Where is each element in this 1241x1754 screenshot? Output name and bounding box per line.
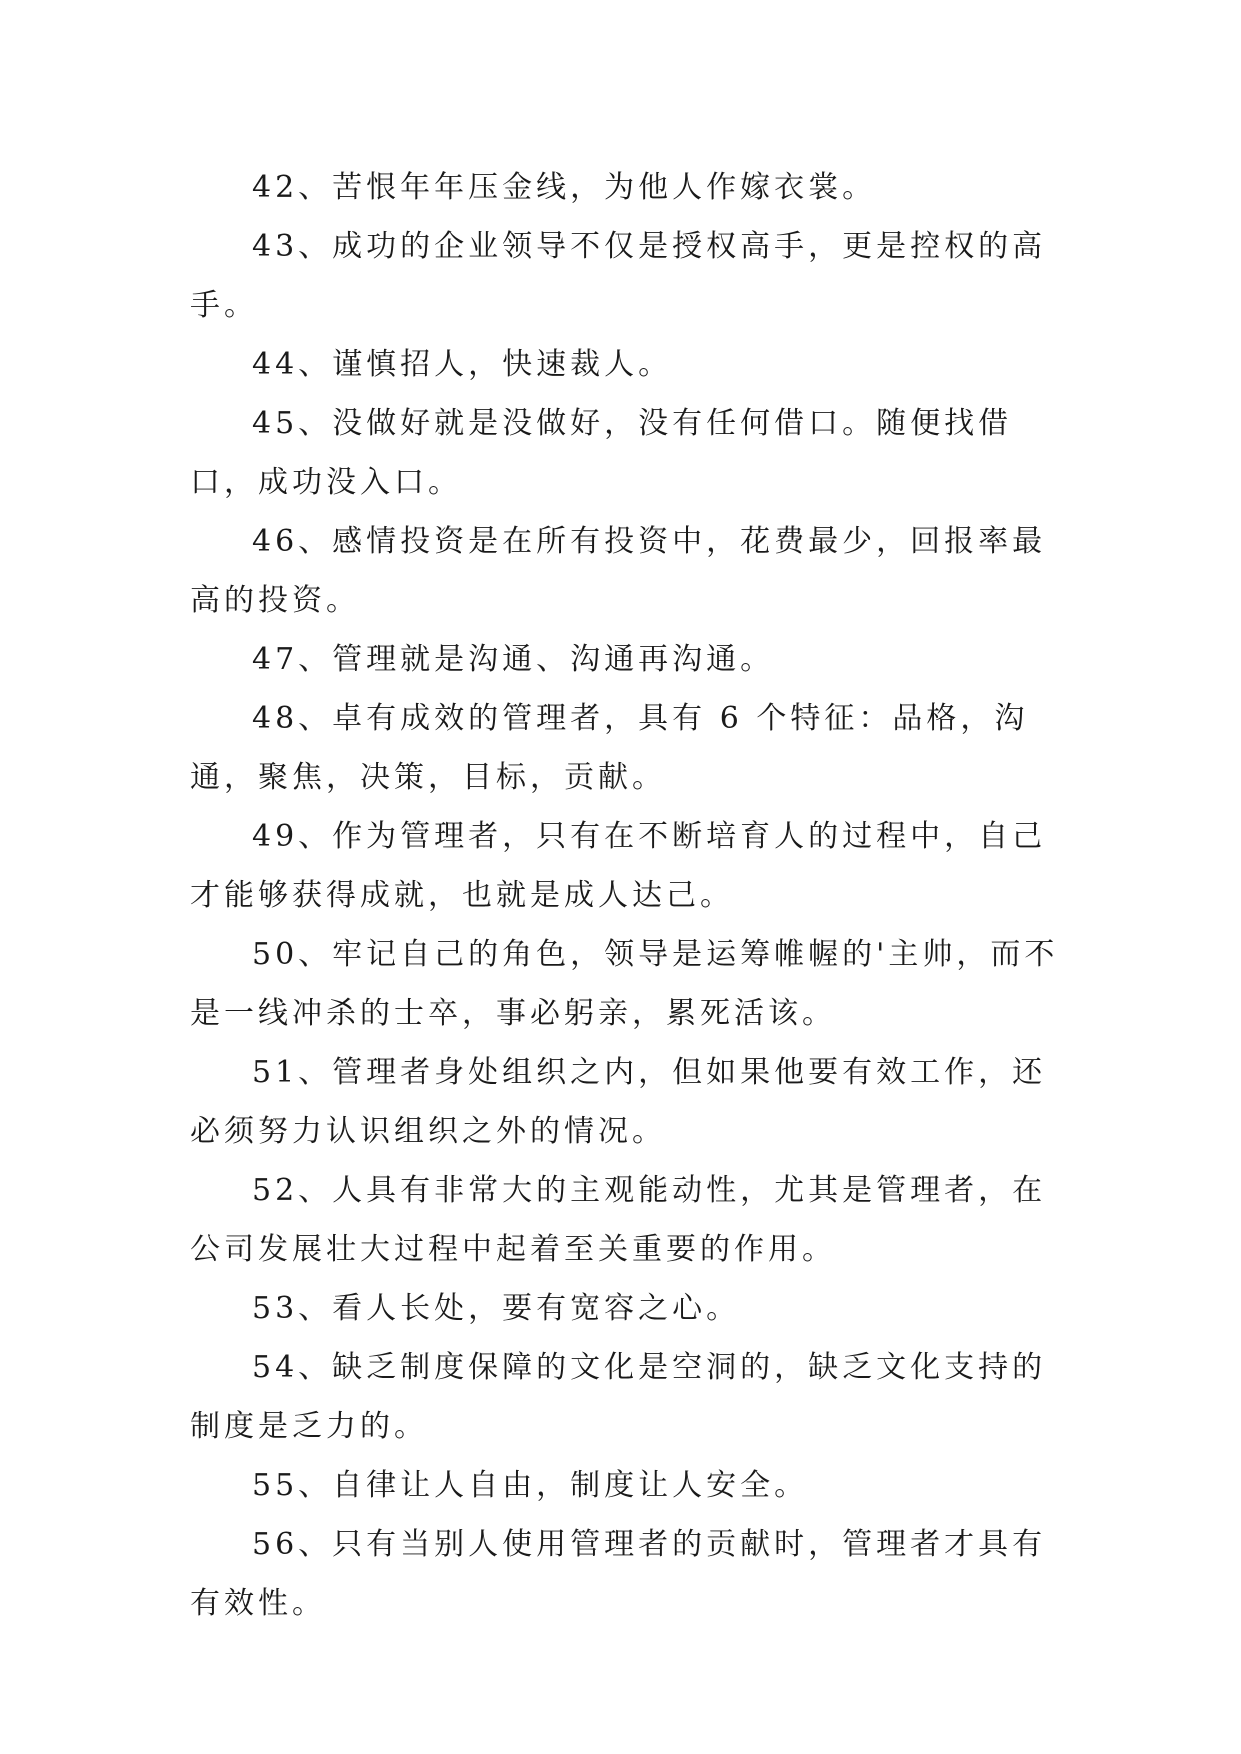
paragraph-54: 54、缺乏制度保障的文化是空洞的，缺乏文化支持的制度是乏力的。 — [190, 1350, 1047, 1444]
paragraph-42: 42、苦恨年年压金线，为他人作嫁衣裳。 — [252, 170, 877, 205]
paragraph-48: 48、卓有成效的管理者，具有 6 个特征：品格，沟通，聚焦，决策，目标，贡献。 — [190, 701, 1029, 795]
paragraph-52: 52、人具有非常大的主观能动性，尤其是管理者，在公司发展壮大过程中起着至关重要的作用。 — [190, 1173, 1047, 1267]
paragraph-47: 47、管理就是沟通、沟通再沟通。 — [252, 642, 775, 677]
paragraph-55: 55、自律让人自由，制度让人安全。 — [252, 1468, 809, 1503]
paragraph-53: 53、看人长处，要有宽容之心。 — [252, 1291, 741, 1326]
paragraph-49: 49、作为管理者，只有在不断培育人的过程中，自己才能够获得成就，也就是成人达己。 — [190, 819, 1047, 913]
paragraph-51: 51、管理者身处组织之内，但如果他要有效工作，还必须努力认识组织之外的情况。 — [190, 1055, 1047, 1149]
paragraph-43: 43、成功的企业领导不仅是授权高手，更是控权的高手。 — [190, 229, 1047, 323]
paragraph-50: 50、牢记自己的角色，领导是运筹帷幄的'主帅，而不是一线冲杀的士卒，事必躬亲，累死活该。 — [190, 937, 1059, 1031]
paragraph-45: 45、没做好就是没做好，没有任何借口。随便找借口，成功没入口。 — [190, 406, 1013, 500]
paragraph-56: 56、只有当别人使用管理者的贡献时，管理者才具有有效性。 — [190, 1527, 1047, 1621]
paragraph-44: 44、谨慎招人，快速裁人。 — [252, 347, 673, 382]
paragraph-46: 46、感情投资是在所有投资中，花费最少，回报率最高的投资。 — [190, 524, 1047, 618]
document-body — [190, 158, 1060, 1633]
